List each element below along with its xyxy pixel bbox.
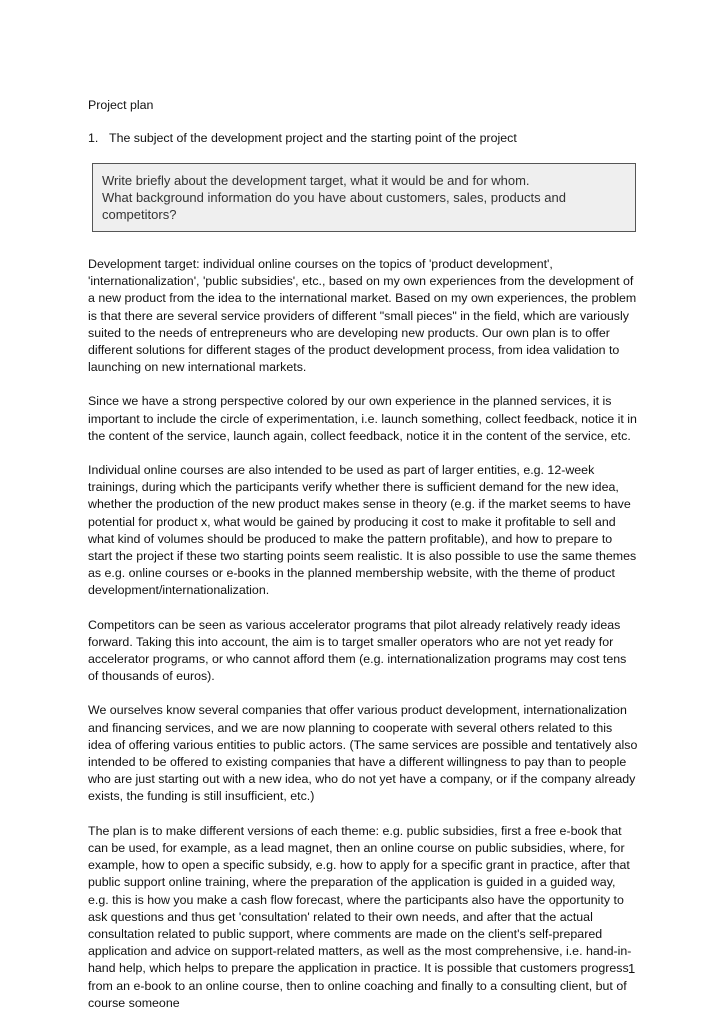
paragraph-plan-versions: The plan is to make different versions of each theme: e.g. public subsidies, first a free e-book that can be used, for example, as a lead magnet, then an online course on public subsidies, where, for example, how to open a specific subsidy, e.g. how to apply for a specific grant in practice, after that public support online training, where the preparation of the application is guided in a guided way, e.g. this is how you make a cash flow forecast, where the participants also have the opportunity to ask questions and thus get 'consultation' related to their own needs, and after that the actual consultation related to public support, where comments are made on the client's self-prepared application and advice on support-related matters, as well as the most comprehensive, i.e. hand-in-hand help, which helps to prepare the application in practice. It is possible that customers progress from an e-book to an online course, then to online coaching and finally to a consulting client, but of course someone bbox=[88, 823, 632, 1010]
page-number: 1 bbox=[628, 961, 636, 976]
section-heading-text: The subject of the development project and the starting point of the project bbox=[109, 131, 517, 145]
paragraph-development-target: Development target: individual online courses on the topics of 'product development', 'internationalization', 'public subsidies', etc., based on my own experiences from the development of a new product from the idea to the international market. Based on my own experiences, the problem is that there are several service providers of different "small pieces" in the field, which are variously suited to the needs of entrepreneurs who are developing new products. Our own plan is to offer different solutions for different stages of the product development process, from idea validation to launching on new international markets. bbox=[88, 257, 637, 375]
instruction-line-2: What background information do you have about customers, sales, products and competitors? bbox=[102, 190, 566, 222]
section-number: 1. bbox=[88, 131, 99, 145]
document-body bbox=[88, 97, 638, 1029]
paragraph-competitors: Competitors can be seen as various accelerator programs that pilot already relatively ready ideas forward. Taking this into account, the aim is to target smaller operators who are not yet ready for accelerator programs, or who cannot afford them (e.g. internationalization programs may cost tens of thousands of euros). bbox=[88, 617, 627, 684]
paragraph-experimentation: Since we have a strong perspective colored by our own experience in the planned services, it is important to include the circle of experimentation, i.e. launch something, collect feedback, notice it in the content of the service, launch again, collect feedback, notice it in the content of the service, etc. bbox=[88, 394, 637, 443]
instruction-line-1: Write briefly about the development target, what it would be and for whom. bbox=[102, 173, 530, 188]
paragraph-cooperation: We ourselves know several companies that offer various product development, internationalization and financing services, and we are now planning to cooperate with several others related to this idea of offering various entities to public actors. (The same services are possible and tentatively also intended to be offered to existing companies that have a different willingness to pay than to people who are just starting out with a new idea, who do not yet have a company, or if the company already exists, the funding is still insufficient, etc.) bbox=[88, 703, 638, 804]
section-heading bbox=[88, 130, 638, 147]
instruction-box bbox=[92, 163, 636, 232]
document-title: Project plan bbox=[88, 98, 154, 112]
paragraph-online-courses: Individual online courses are also intended to be used as part of larger entities, e.g. 12-week trainings, during which the participants verify whether there is sufficient demand for the new idea, whether the production of the new product makes sense in theory (e.g. if the market seems to have potential for product x, what would be gained by producing it cost to make it profitable to sell and what kind of volumes should be produced to make the pattern profitable), and how to prepare to start the project if these two starting points seem realistic. It is also possible to use the same themes as e.g. online courses or e-books in the planned membership website, with the theme of product development/internationalization. bbox=[88, 463, 637, 598]
